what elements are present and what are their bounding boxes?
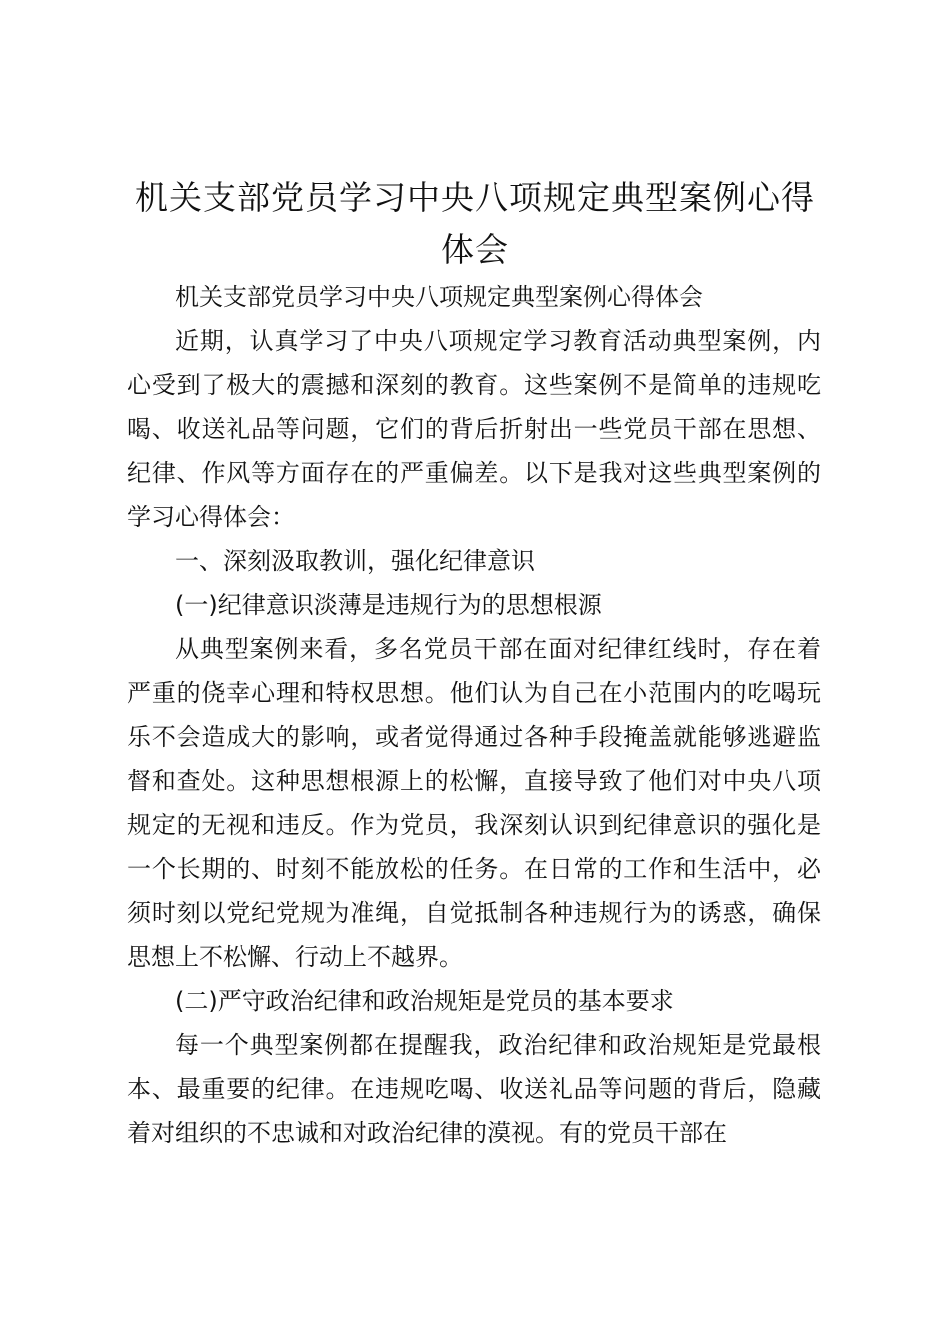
subsection-heading-1: (一)纪律意识淡薄是违规行为的思想根源 xyxy=(175,591,602,619)
body-paragraph-1: 从典型案例来看，多名党员干部在面对纪律红线时，存在着严重的侥幸心理和特权思想。他们认为自己在小范围内的吃喝玩乐不会造成大的影响，或者觉得通过各种手段掩盖就能够逃避监督和查处。这种思想根源上的松懈，直接导致了他们对中央八项规定的无视和违反。作为党员，我深刻认识到纪律意识的强化是一个长期的、时刻不能放松的任务。在日常的工作和生活中，必须时刻以党纪党规为准绳，自觉抵制各种违规行为的诱惑，确保思想上不松懈、行动上不越界。 xyxy=(127,635,821,971)
subsection-heading-2: (二)严守政治纪律和政治规矩是党员的基本要求 xyxy=(175,987,674,1015)
intro-paragraph: 近期，认真学习了中央八项规定学习教育活动典型案例，内心受到了极大的震撼和深刻的教育。这些案例不是简单的违规吃喝、收送礼品等问题，它们的背后折射出一些党员干部在思想、纪律、作风等方面存在的严重偏差。以下是我对这些典型案例的学习心得体会： xyxy=(127,327,821,531)
document-body xyxy=(127,275,821,1155)
subtitle-paragraph: 机关支部党员学习中央八项规定典型案例心得体会 xyxy=(175,283,703,311)
section-heading-1: 一、深刻汲取教训，强化纪律意识 xyxy=(175,547,535,575)
body-paragraph-2: 每一个典型案例都在提醒我，政治纪律和政治规矩是党最根本、最重要的纪律。在违规吃喝、收送礼品等问题的背后，隐藏着对组织的不忠诚和对政治纪律的漠视。有的党员干部在 xyxy=(127,1031,821,1147)
document-title: 机关支部党员学习中央八项规定典型案例心得体会 xyxy=(135,178,815,269)
